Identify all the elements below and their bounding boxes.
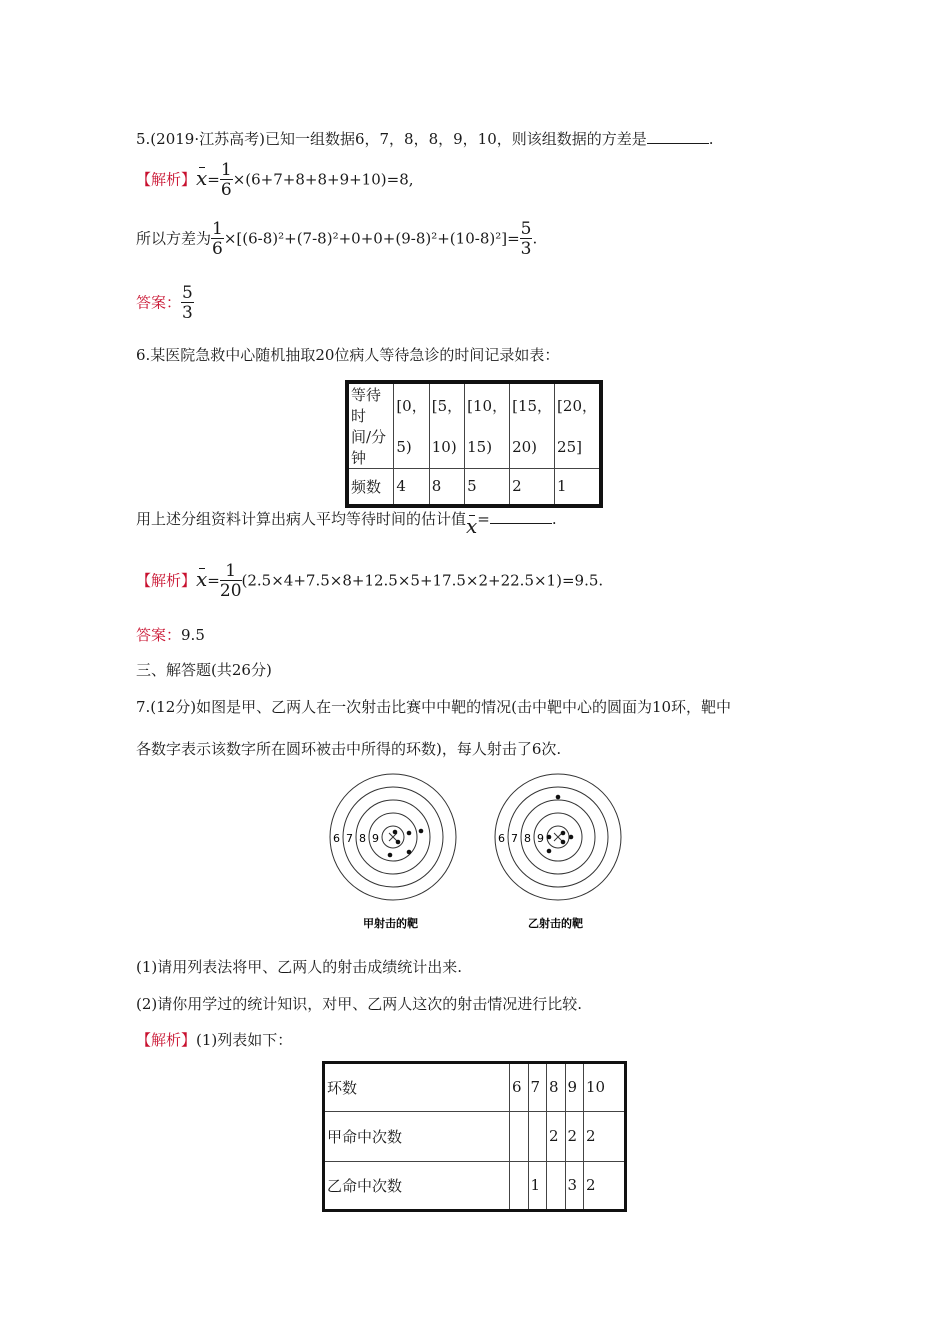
x-bar-symbol: x (196, 566, 208, 591)
x-bar-symbol: x (196, 165, 208, 190)
q7-stem-line1: 7.(12分)如图是甲、乙两人在一次射击比赛中中靶的情况(击中靶中心的圆面为10环，靶中 (136, 698, 732, 716)
ring-label: 8 (524, 832, 531, 845)
section-title: 三、解答题(共26分) (136, 661, 272, 679)
hit-mark (396, 840, 401, 845)
answer-blank (490, 511, 552, 524)
hit-mark (407, 850, 412, 855)
q6-analysis: 【解析】x= $\frac{1}{20}$ (2.5×4+7.5×8+12.5×5+17.5×2+22.5×1)=9.5. (136, 561, 604, 601)
ring-label: 9 (537, 832, 544, 845)
target-b-caption: 乙射击的靶 (528, 917, 583, 930)
answer-blank (647, 131, 709, 144)
fraction: $\frac{5}{3}$ (182, 283, 193, 323)
hit-mark (547, 835, 552, 840)
q6-stem: 6.某医院急救中心随机抽取20位病人等待急诊的时间记录如表： (136, 346, 560, 364)
hit-mark (419, 829, 424, 834)
target-a (330, 774, 456, 900)
target-b (495, 774, 621, 900)
analysis-label: 【解析】 (136, 571, 197, 590)
ring-label: 8 (359, 832, 366, 845)
analysis-label: 【解析】 (136, 1031, 197, 1049)
fraction: $\frac{1}{6}$ (212, 219, 223, 259)
fraction: $\frac{1}{6}$ (220, 160, 232, 200)
q5-stem: 5.(2019·江苏高考)已知一组数据6，7，8，8，9，10，则该组数据的方差是 . (136, 130, 714, 148)
hit-mark (547, 849, 552, 854)
q5-analysis-line2: 所以方差为 $\frac{1}{6}$ ×[(6-8)²+(7-8)²+0+0+(9-8)²+(10-8)²]= $\frac{5}{3}$ . (136, 219, 538, 259)
q6-question: 用上述分组资料计算出病人平均等待时间的估计值x= . (136, 510, 557, 538)
q6-answer: 答案：9.5 (136, 626, 205, 644)
ring-label: 9 (372, 832, 379, 845)
target-a-caption: 甲射击的靶 (363, 917, 418, 930)
q7-stem-line2: 各数字表示该数字所在圆环被击中所得的环数)，每人射击了6次. (136, 740, 562, 758)
ring-label: 7 (346, 832, 353, 845)
fraction: $\frac{1}{20}$ (219, 561, 242, 601)
x-bar-symbol: x (466, 514, 478, 538)
hit-mark (561, 840, 566, 845)
hit-mark (569, 835, 574, 840)
fraction: $\frac{5}{3}$ (520, 219, 532, 259)
waiting-time-table: 等待时 [0， [5， [10， [15， [20， 间/分钟 5) 10) 15) 20) 25] 频数 4 8 5 2 1 (345, 380, 603, 508)
hit-mark (561, 831, 566, 836)
q7-analysis: 【解析】(1)列表如下： (136, 1031, 293, 1049)
ring-label: 6 (333, 832, 340, 845)
shooting-results-table: 环数 6 7 8 9 10 甲命中次数 2 2 2 乙命中次数 1 3 2 (322, 1061, 627, 1212)
analysis-label: 【解析】 (136, 170, 197, 189)
q7-sub2: (2)请你用学过的统计知识，对甲、乙两人这次的射击情况进行比较. (136, 995, 583, 1013)
hit-mark (388, 853, 393, 858)
q7-sub1: (1)请用列表法将甲、乙两人的射击成绩统计出来. (136, 958, 463, 976)
shooting-targets-figure (320, 770, 640, 935)
hit-mark (393, 830, 398, 835)
ring-label: 7 (511, 832, 518, 845)
ring-label: 6 (498, 832, 505, 845)
hit-mark (556, 795, 561, 800)
q5-answer: 答案： $\frac{5}{3}$ (136, 283, 193, 323)
q5-analysis-line1: 【解析】x= $\frac{1}{6}$ ×(6+7+8+8+9+10)=8, (136, 160, 414, 200)
hit-mark (407, 831, 412, 836)
